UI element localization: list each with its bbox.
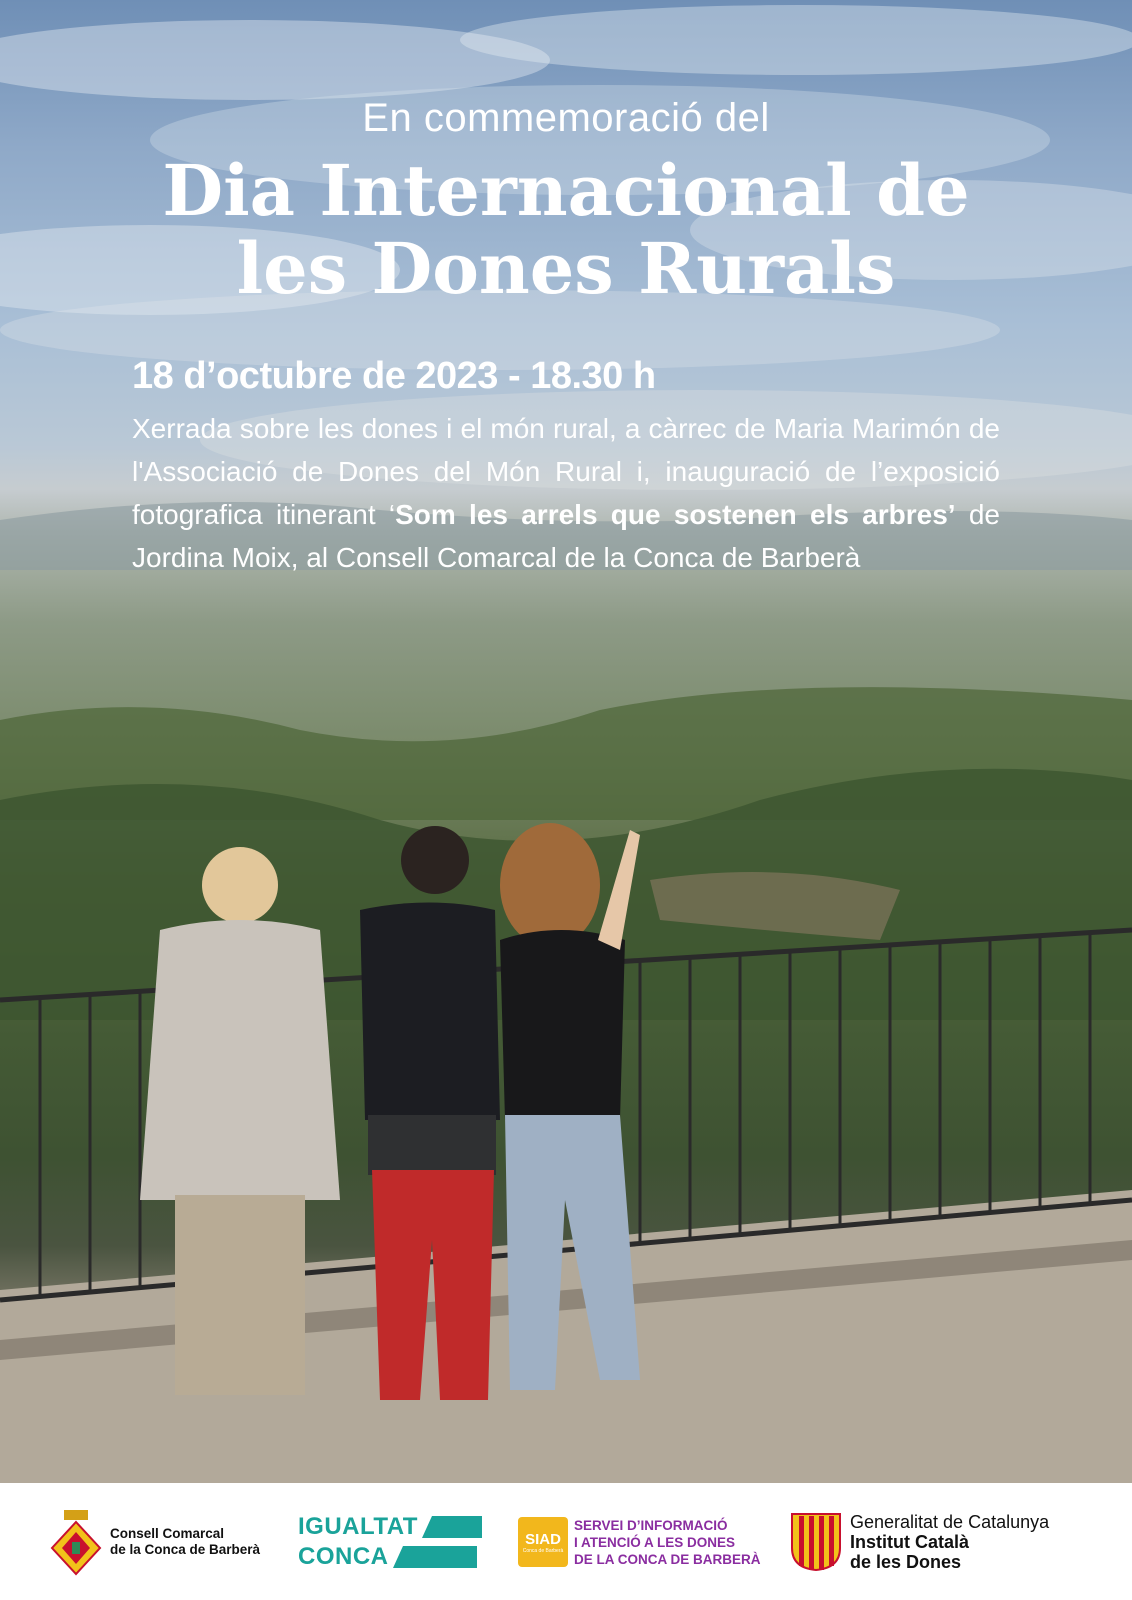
title-line-1: Dia Internacional de xyxy=(162,149,970,232)
exhibition-title: Som les arrels que sostenen els arbres’ xyxy=(395,499,956,530)
consell-line-1: Consell Comarcal xyxy=(110,1526,225,1541)
generalitat-line-1: Generalitat de Catalunya xyxy=(850,1512,1050,1532)
senyera-icon xyxy=(790,1512,842,1572)
page-title xyxy=(0,149,1132,310)
consell-line-2: de la Conca de Barberà xyxy=(110,1542,261,1557)
siad-line-1: SERVEI D’INFORMACIÓ xyxy=(574,1517,728,1533)
conca-word: CONCA xyxy=(298,1543,389,1570)
igualtat-word: IGUALTAT xyxy=(298,1513,418,1540)
generalitat-line-2: Institut Català xyxy=(850,1532,970,1552)
event-date-time: 18 d’octubre de 2023 - 18.30 h xyxy=(132,355,656,397)
landscape-scene xyxy=(0,500,1132,1483)
siad-badge: SIAD Conca de Barberà xyxy=(518,1517,568,1567)
desc-part-1: Xerrada sobre les dones i el món rural, a càrrec de Maria Marimón de l'Associació de Dones del Món Rural i, inauguració de l’exposició fotografica itinerant ‘ xyxy=(132,413,1000,530)
consell-comarcal-logo xyxy=(50,1507,260,1577)
title-line-2: les Dones Rurals xyxy=(236,227,896,310)
event-description xyxy=(132,407,1000,579)
coat-of-arms-icon xyxy=(50,1508,102,1576)
teal-bar-icon xyxy=(422,1516,482,1538)
desc-part-2: de Jordina Moix, al Consell Comarcal de la Conca de Barberà xyxy=(132,499,1000,573)
igualtat-conca-logo xyxy=(298,1507,482,1577)
generalitat-line-3: de les Dones xyxy=(850,1552,962,1572)
siad-logo xyxy=(518,1507,761,1577)
generalitat-logo xyxy=(790,1507,1049,1577)
siad-line-2: I ATENCIÓ A LES DONES xyxy=(574,1534,736,1550)
teal-bar-icon xyxy=(393,1546,477,1568)
footer-logos xyxy=(0,1483,1132,1600)
siad-line-3: DE LA CONCA DE BARBERÀ xyxy=(574,1551,761,1567)
subtitle: En commemoració del xyxy=(362,96,770,140)
